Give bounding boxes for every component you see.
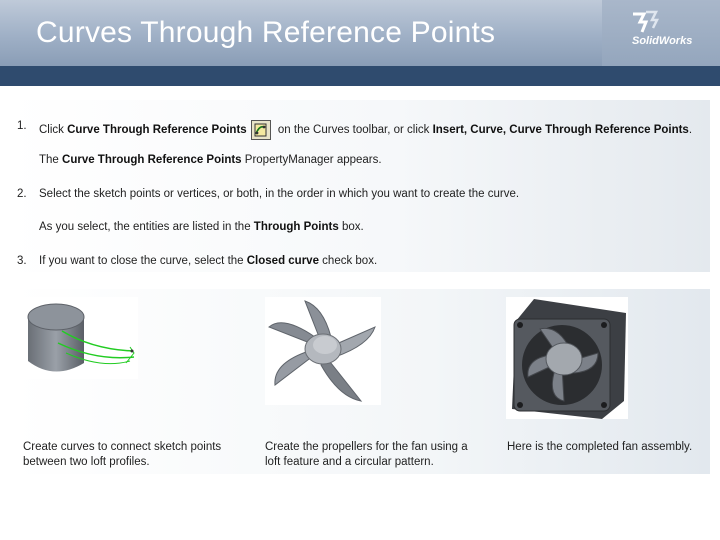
step-3-part-c: check box. — [318, 255, 378, 267]
caption-1 — [23, 440, 221, 470]
solidworks-ds-logo-icon — [630, 10, 660, 36]
step-1-part-e: . — [688, 124, 693, 136]
logo-text: SolidWorks — [632, 35, 693, 47]
fan-assembly-graphic — [506, 297, 628, 419]
curve-icon-graphic — [252, 121, 270, 139]
step-3-text — [39, 255, 377, 267]
caption-3-line-1: Here is the completed fan assembly. — [507, 441, 693, 453]
step-3-number: 3. — [17, 255, 27, 267]
step-1-part-c: on the Curves toolbar, or click — [274, 124, 433, 136]
page-title: Curves Through Reference Points — [36, 16, 496, 49]
step-2-number: 2. — [17, 188, 27, 200]
caption-1-line-2: between two loft profiles. — [23, 456, 150, 468]
step-3-checkbox-name: Closed curve — [246, 255, 319, 267]
step-1-note-c: PropertyManager appears. — [241, 154, 382, 166]
caption-3 — [507, 440, 692, 455]
step-2-note — [39, 221, 364, 233]
step-1-part-a: Click — [39, 124, 68, 136]
steps-panel — [8, 100, 710, 272]
propeller-image — [265, 297, 381, 405]
header-banner — [0, 0, 720, 66]
step-2-note-a: As you select, the entities are listed in the — [39, 221, 254, 233]
step-1-command: Curve Through Reference Points — [67, 124, 247, 136]
step-2-text: Select the sketch points or vertices, or both, in the order in which you want to create the curve. — [39, 188, 520, 200]
step-1-text — [39, 120, 692, 140]
step-1-number: 1. — [17, 120, 27, 132]
fan-assembly-image — [506, 297, 628, 419]
caption-2-line-2: loft feature and a circular pattern. — [265, 456, 434, 468]
solidworks-logo — [602, 0, 720, 66]
caption-2 — [265, 440, 468, 470]
propeller-graphic — [265, 297, 381, 405]
curve-through-reference-points-icon[interactable] — [251, 120, 271, 140]
step-1-note-a: The — [39, 154, 63, 166]
gallery-panel — [14, 289, 710, 474]
step-2-note-c: box. — [338, 221, 364, 233]
step-3-part-a: If you want to close the curve, select the — [39, 255, 247, 267]
step-1-note — [39, 154, 382, 166]
step-1-menu-path: Insert, Curve, Curve Through Reference Points — [432, 124, 689, 136]
loft-profiles-image — [22, 297, 138, 379]
header-divider-bar — [0, 66, 720, 86]
caption-2-line-1: Create the propellers for the fan using a — [265, 441, 468, 453]
loft-profiles-graphic — [22, 297, 138, 379]
caption-1-line-1: Create curves to connect sketch points — [23, 441, 222, 453]
step-2-note-box: Through Points — [253, 221, 339, 233]
step-1-note-command: Curve Through Reference Points — [62, 154, 242, 166]
